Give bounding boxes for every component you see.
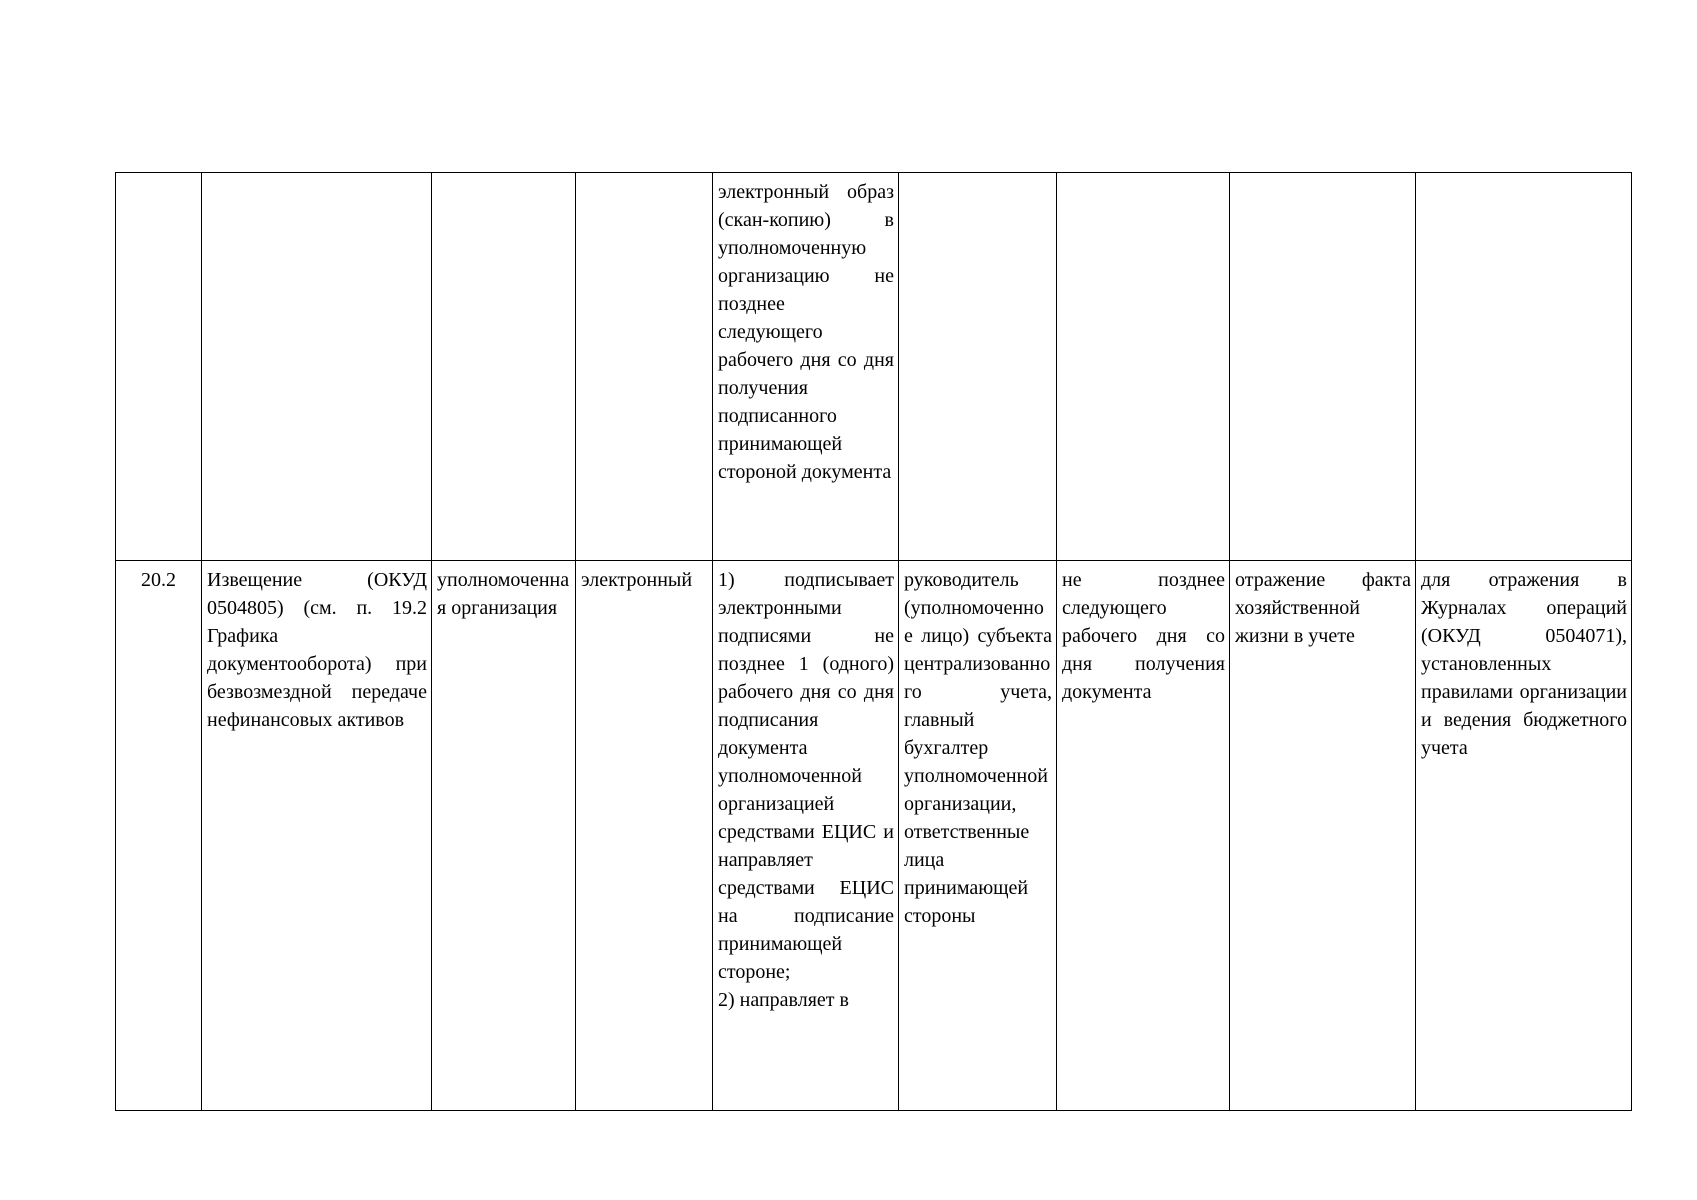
cell-form <box>576 561 713 1111</box>
cell-actions-text: электронный образ (скан-копию) в уполномоченную организацию не позднее следующего рабочего дня со дня получения подписанного принимающей стороной документа <box>718 181 894 483</box>
document-table <box>115 172 1632 1111</box>
cell-actions <box>713 173 899 561</box>
cell-responsible <box>432 561 576 1111</box>
cell-form <box>576 173 713 561</box>
signatories-text: руководитель (уполномоченное лицо) субъекта централизованного учета, главный бухгалтер уполномоченной организации, ответственные лица принимающей стороны <box>904 569 1052 927</box>
cell-signatories <box>899 561 1057 1111</box>
table-row <box>116 173 1632 561</box>
cell-document <box>202 173 432 561</box>
cell-signatories <box>899 173 1057 561</box>
cell-registration <box>1416 561 1632 1111</box>
cell-number <box>116 561 202 1111</box>
actions-text: 1) подписывает электронными подписями не позднее 1 (одного) рабочего дня со дня подписания документа уполномоченной организацией средствами ЕЦИС и направляет средствами ЕЦИС на подписание принимающей стороне; 2) направляет в <box>718 569 894 1011</box>
purpose-text: отражение факта хозяйственной жизни в учете <box>1235 569 1411 647</box>
document-form: электронный <box>581 569 693 591</box>
cell-responsible <box>432 173 576 561</box>
cell-number <box>116 173 202 561</box>
responsible-party: уполномоченная организация <box>437 569 570 619</box>
cell-actions <box>713 561 899 1111</box>
table-row <box>116 561 1632 1111</box>
cell-purpose <box>1230 173 1416 561</box>
cell-deadline <box>1057 173 1230 561</box>
cell-purpose <box>1230 561 1416 1111</box>
deadline-text: не позднее следующего рабочего дня со дня получения документа <box>1062 569 1225 703</box>
cell-deadline <box>1057 561 1230 1111</box>
document-name: Извещение (ОКУД 0504805) (см. п. 19.2 Графика документооборота) при безвозмездной передаче нефинансовых активов <box>207 569 427 731</box>
row-number: 20.2 <box>141 569 176 591</box>
registration-text: для отражения в Журналах операций (ОКУД 0504071), установленных правилами организации и ведения бюджетного учета <box>1421 569 1627 759</box>
cell-document <box>202 561 432 1111</box>
cell-registration <box>1416 173 1632 561</box>
